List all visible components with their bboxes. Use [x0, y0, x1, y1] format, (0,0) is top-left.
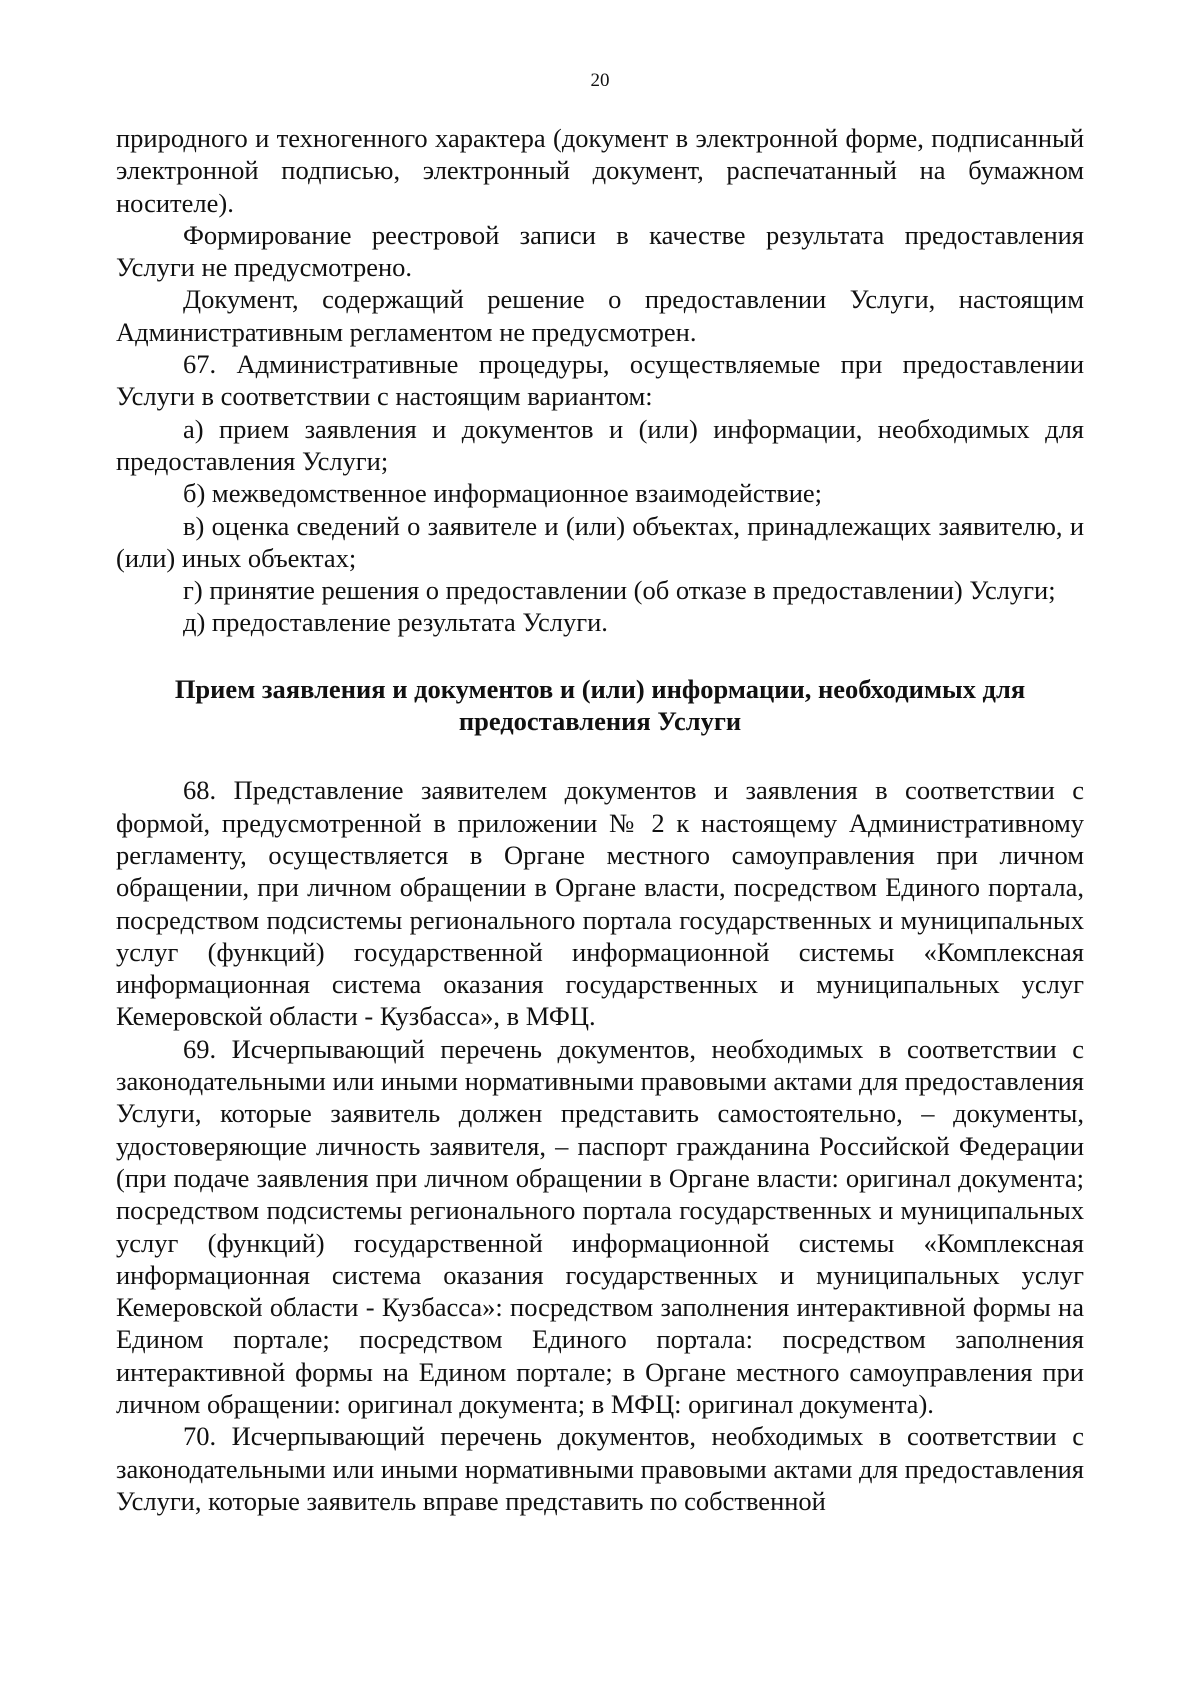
paragraph-decision-document: Документ, содержащий решение о предоставлении Услуги, настоящим Административным регламентом не предусмотрен. — [116, 284, 1084, 347]
list-item-d: д) предоставление результата Услуги. — [183, 607, 608, 638]
section-heading-line-2: предоставления Услуги — [458, 706, 742, 737]
list-item-a: а) прием заявления и документов и (или) информации, необходимых для предоставления Услуги; — [116, 413, 1084, 476]
paragraph-item-67: 67. Административные процедуры, осуществляемые при предоставлении Услуги в соответствии с настоящим вариантом: — [116, 349, 1084, 412]
page-number: 20 — [590, 70, 610, 91]
paragraph-item-70: 70. Исчерпывающий перечень документов, необходимых в соответствии с законодательными или иными нормативными правовыми актами для предоставления Услуги, которые заявитель вправе представить по собственной — [116, 1421, 1084, 1516]
list-item-g: г) принятие решения о предоставлении (об отказе в предоставлении) Услуги; — [183, 575, 1056, 606]
paragraph-continuation: природного и техногенного характера (документ в электронной форме, подписанный электронной подписью, электронный документ, распечатанный на бумажном носителе). — [116, 123, 1084, 218]
paragraph-item-68: 68. Представление заявителем документов и заявления в соответствии с формой, предусмотренной в приложении № 2 к настоящему Административному регламенту, осуществляется в Органе местного самоуправления при личном обращении, при личном обращении в Органе власти, посредством Единого портала, посредством подсистемы регионального портала государственных и муниципальных услуг (функций) государственной информационной системы «Комплексная информационная система оказания государственных и муниципальных услуг Кемеровской области - Кузбасса», в МФЦ. — [116, 775, 1084, 1032]
section-heading-line-1: Прием заявления и документов и (или) информации, необходимых для — [174, 673, 1026, 704]
list-item-b: б) межведомственное информационное взаимодействие; — [183, 478, 823, 509]
document-body — [116, 122, 1084, 1517]
paragraph-registry-record: Формирование реестровой записи в качестве результата предоставления Услуги не предусмотрено. — [116, 219, 1084, 283]
section-heading — [116, 673, 1084, 738]
paragraph-item-69: 69. Исчерпывающий перечень документов, необходимых в соответствии с законодательными или иными нормативными правовыми актами для предоставления Услуги, которые заявитель должен представить самостоятельно, – документы, удостоверяющие личность заявителя, – паспорт гражданина Российской Федерации (при подаче заявления при личном обращении в Органе власти: оригинал документа; посредством подсистемы регионального портала государственных и муниципальных услуг (функций) государственной информационной системы «Комплексная информационная система оказания государственных и муниципальных услуг Кемеровской области - Кузбасса»: посредством заполнения интерактивной формы на Едином портале; посредством Единого портала: посредством заполнения интерактивной формы на Едином портале; в Органе местного самоуправления при личном обращении: оригинал документа; в МФЦ: оригинал документа). — [116, 1033, 1084, 1419]
list-item-v: в) оценка сведений о заявителе и (или) объектах, принадлежащих заявителю, и (или) иных объектах; — [116, 510, 1084, 573]
